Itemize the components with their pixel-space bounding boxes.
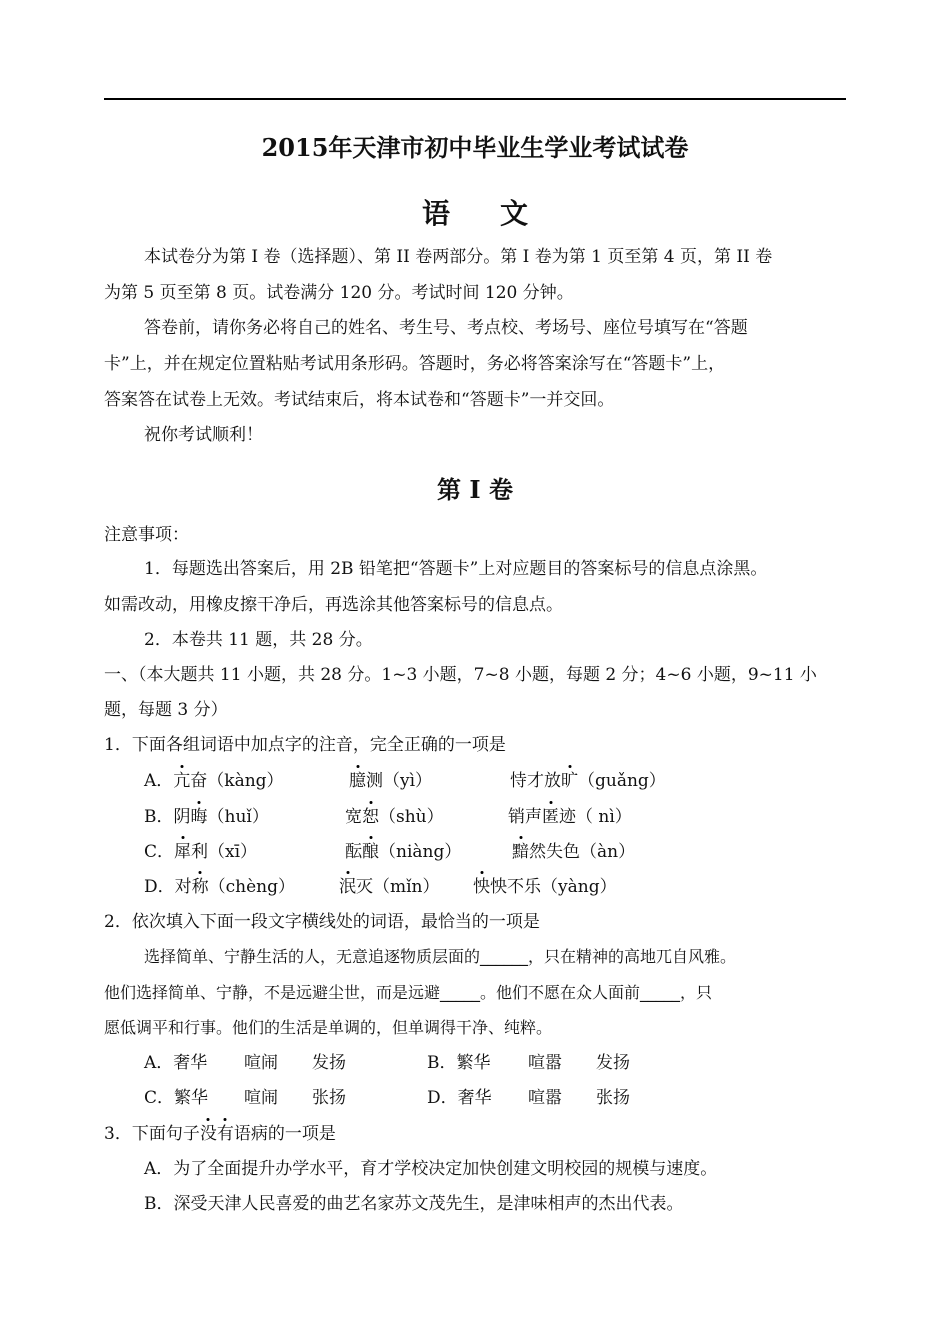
option-row: B．阴 晦（huǐ） — [144, 806, 269, 828]
section-title: 第 I 卷 — [437, 475, 513, 504]
subject-title: 语文 — [421, 197, 578, 230]
option-word: 怏怏不乐（yàng） — [473, 876, 617, 898]
dotted-char: 有 — [217, 1124, 234, 1144]
option-word: 张扬 — [596, 1088, 630, 1108]
option-word: 发扬 — [596, 1053, 630, 1073]
intro-line: 答卷前，请你务必将自己的姓名、考生号、考点校、考场号、座位号填写在“答题 — [144, 318, 748, 338]
option-row: B．繁华 — [427, 1053, 491, 1073]
option-row: C．繁华 — [144, 1088, 209, 1108]
part-heading: 题，每题 3 分） — [104, 700, 228, 720]
dotted-char: 亢 — [173, 771, 190, 791]
option-label: D． — [144, 877, 175, 897]
option-word: 喧嚣 — [528, 1053, 562, 1073]
option-word: 销声 匿迹（ nì） — [508, 806, 632, 828]
option-row — [144, 770, 284, 792]
dotted-char: 称 — [192, 877, 209, 897]
option-row: A．奢华 — [144, 1053, 208, 1073]
option-word: 张扬 — [312, 1088, 346, 1108]
question-stem: 3．下面句子 没 有语病的一项是 — [104, 1123, 336, 1145]
option-word: 泯灭（mǐn） — [339, 876, 440, 898]
option-word: 臆测（yì） — [349, 770, 432, 792]
note-line: 如需改动，用橡皮擦干净后，再选涂其他答案标号的信息点。 — [104, 595, 563, 615]
passage-line: 他们选择简单、宁静，不是远避尘世，而是远避_____。他们不愿在众人面前_____，只 — [104, 983, 713, 1002]
dotted-char: 臆 — [349, 771, 366, 791]
dotted-char: 恕 — [362, 807, 379, 827]
option-word: 酝 酿（niàng） — [345, 841, 461, 863]
intro-line: 答案答在试卷上无效。考试结束后，将本试卷和“答题卡”一并交回。 — [104, 390, 615, 410]
option-label: A． — [144, 771, 174, 791]
dotted-char: 匿 — [542, 807, 559, 827]
option-row: D．奢华 — [427, 1088, 492, 1108]
option-word: 发扬 — [312, 1053, 346, 1073]
dotted-char: 泯 — [339, 877, 356, 897]
option-word: 宽 恕（shù） — [345, 806, 444, 828]
option-word: 喧闹 — [244, 1053, 278, 1073]
option-word: 喧闹 — [244, 1088, 278, 1108]
option-row: A．为了全面提升办学水平，育才学校决定加快创建文明校园的规模与速度。 — [144, 1159, 718, 1179]
option-word: 喧嚣 — [528, 1088, 562, 1108]
header-rule — [104, 98, 846, 100]
dotted-char: 没 — [200, 1124, 217, 1144]
question-stem: 2．依次填入下面一段文字横线处的词语，最恰当的一项是 — [104, 912, 540, 932]
option-word: 黯然失色（àn） — [512, 841, 635, 863]
part-heading: 一、（本大题共 11 小题，共 28 分。1~3 小题，7~8 小题，每题 2 分；4~6 小题，9~11 小 — [104, 665, 817, 685]
option-row: B．深受天津人民喜爱的曲艺名家苏文茂先生，是津味相声的杰出代表。 — [144, 1194, 684, 1214]
note-line: 1．每题选出答案后，用 2B 铅笔把“答题卡”上对应题目的答案标号的信息点涂黑。 — [144, 559, 768, 579]
option-word: 恃才放 旷（guǎng） — [510, 770, 666, 792]
notes-heading: 注意事项： — [104, 525, 189, 545]
passage-line: 选择简单、宁静生活的人，无意追逐物质层面的______，只在精神的高地兀自风雅。 — [144, 947, 737, 966]
intro-line: 祝你考试顺利！ — [144, 425, 263, 445]
passage-line: 愿低调平和行事。他们的生活是单调的，但单调得干净、纯粹。 — [104, 1018, 553, 1037]
dotted-char: 酿 — [362, 842, 379, 862]
option-text: 奋（kàng） — [190, 771, 284, 791]
exam-title: 2015年天津市初中毕业生学业考试试卷 — [261, 133, 689, 162]
dotted-char: 怏 — [473, 877, 490, 897]
note-line: 2．本卷共 11 题，共 28 分。 — [144, 630, 373, 650]
intro-line: 为第 5 页至第 8 页。试卷满分 120 分。考试时间 120 分钟。 — [104, 283, 574, 303]
option-row: D．对 称（chèng） — [144, 876, 295, 898]
dotted-char: 犀 — [174, 842, 191, 862]
intro-line: 本试卷分为第 I 卷（选择题）、第 II 卷两部分。第 I 卷为第 1 页至第 4 页，第 II 卷 — [144, 247, 773, 267]
option-row: C． 犀利（xī） — [144, 841, 257, 863]
intro-line: 卡”上，并在规定位置粘贴考试用条形码。答题时，务必将答案涂写在“答题卡”上， — [104, 354, 726, 374]
dotted-char: 黯 — [512, 842, 529, 862]
dotted-char: 晦 — [191, 807, 208, 827]
option-label: B． — [144, 807, 174, 827]
question-stem: 1．下面各组词语中加点字的注音，完全正确的一项是 — [104, 735, 506, 755]
option-label: C． — [144, 842, 175, 862]
dotted-char: 旷 — [561, 771, 578, 791]
